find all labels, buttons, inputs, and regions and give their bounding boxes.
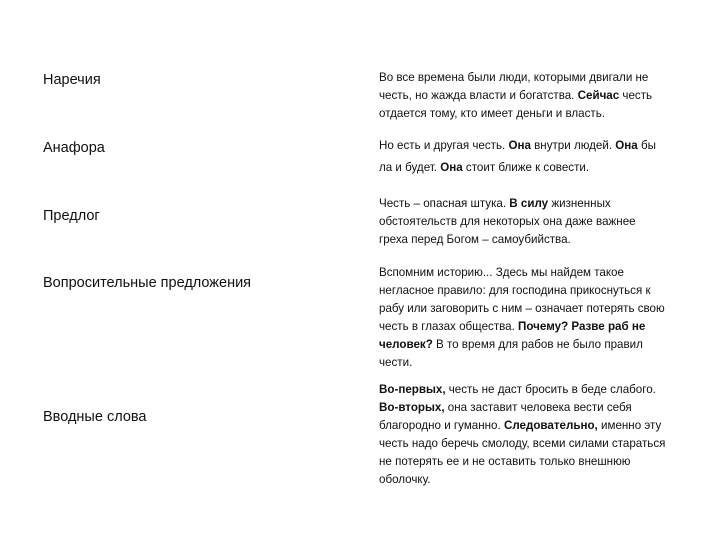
- text-run: обстоятельств для некоторых она даже важнее: [379, 215, 636, 228]
- example-introductory-words: [379, 381, 684, 489]
- example-line: [379, 69, 684, 87]
- example-interrogative-sentences: [379, 264, 684, 372]
- example-anaphora: [379, 135, 684, 179]
- example-line: [379, 157, 684, 179]
- example-line: [379, 300, 684, 318]
- text-run: ла и будет.: [379, 161, 441, 174]
- text-run: именно эту: [597, 419, 662, 432]
- text-run: чести.: [379, 356, 413, 369]
- text-run: негласное правило: для господина прикоснуться к: [379, 284, 651, 297]
- text-run: Но есть и другая честь.: [379, 139, 509, 152]
- text-run: благородно и гуманно.: [379, 419, 504, 432]
- text-run: честь надо беречь смолоду, всеми силами стараться: [379, 437, 666, 450]
- term-interrogative-sentences: Вопросительные предложения: [43, 275, 252, 291]
- example-line: [379, 87, 684, 105]
- highlighted-word: Сейчас: [577, 89, 620, 102]
- example-line: [379, 435, 684, 453]
- text-run: честь, но жажда власти и богатства.: [379, 89, 578, 102]
- highlighted-word: человек?: [379, 338, 433, 351]
- example-line: [379, 282, 684, 300]
- example-line: [379, 318, 684, 336]
- text-run: отдается тому, кто имеет деньги и власть.: [379, 107, 605, 120]
- text-run: бы: [637, 139, 656, 152]
- example-line: [379, 471, 684, 489]
- text-run: честь: [619, 89, 653, 102]
- example-line: [379, 231, 684, 249]
- example-line: [379, 213, 684, 231]
- text-run: рабу или заговорить с ним – означает потерять свою: [379, 302, 665, 315]
- text-run: Честь – опасная штука.: [379, 197, 510, 210]
- example-line: [379, 417, 684, 435]
- highlighted-word: Во-первых,: [379, 383, 446, 396]
- highlighted-word: Следовательно,: [503, 419, 598, 432]
- term-anaphora: Анафора: [43, 140, 105, 156]
- highlighted-word: Она: [440, 161, 463, 174]
- text-run: оболочку.: [379, 473, 431, 486]
- text-run: она заставит человека вести себя: [444, 401, 632, 414]
- highlighted-word: Почему? Разве раб не: [518, 320, 646, 333]
- example-line: [379, 381, 684, 399]
- text-run: Вспомним историю... Здесь мы найдем такое: [379, 266, 624, 279]
- highlighted-word: Она: [508, 139, 531, 152]
- example-preposition: [379, 195, 684, 249]
- text-run: греха перед Богом – самоубийства.: [379, 233, 571, 246]
- example-line: [379, 336, 684, 354]
- example-line: [379, 195, 684, 213]
- highlighted-word: В силу: [509, 197, 549, 210]
- text-run: внутри людей.: [530, 139, 616, 152]
- text-run: честь не даст бросить в беде слабого.: [445, 383, 656, 396]
- text-run: Во все времена были люди, которыми двигали не: [379, 71, 649, 84]
- example-adverbs: [379, 69, 684, 123]
- example-line: [379, 399, 684, 417]
- term-introductory-words: Вводные слова: [43, 409, 147, 425]
- example-line: [379, 453, 684, 471]
- example-line: [379, 264, 684, 282]
- example-line: [379, 135, 684, 157]
- text-run: жизненных: [548, 197, 611, 210]
- example-line: [379, 354, 684, 372]
- text-run: не потерять ее и не оставить только внешнюю: [379, 455, 631, 468]
- text-run: стоит ближе к совести.: [462, 161, 590, 174]
- term-adverbs: Наречия: [43, 72, 101, 88]
- highlighted-word: Она: [615, 139, 638, 152]
- highlighted-word: Во-вторых,: [379, 401, 445, 414]
- example-line: [379, 105, 684, 123]
- text-run: честь в глазах общества.: [379, 320, 519, 333]
- term-preposition: Предлог: [43, 208, 100, 224]
- text-run: В то время для рабов не было правил: [432, 338, 643, 351]
